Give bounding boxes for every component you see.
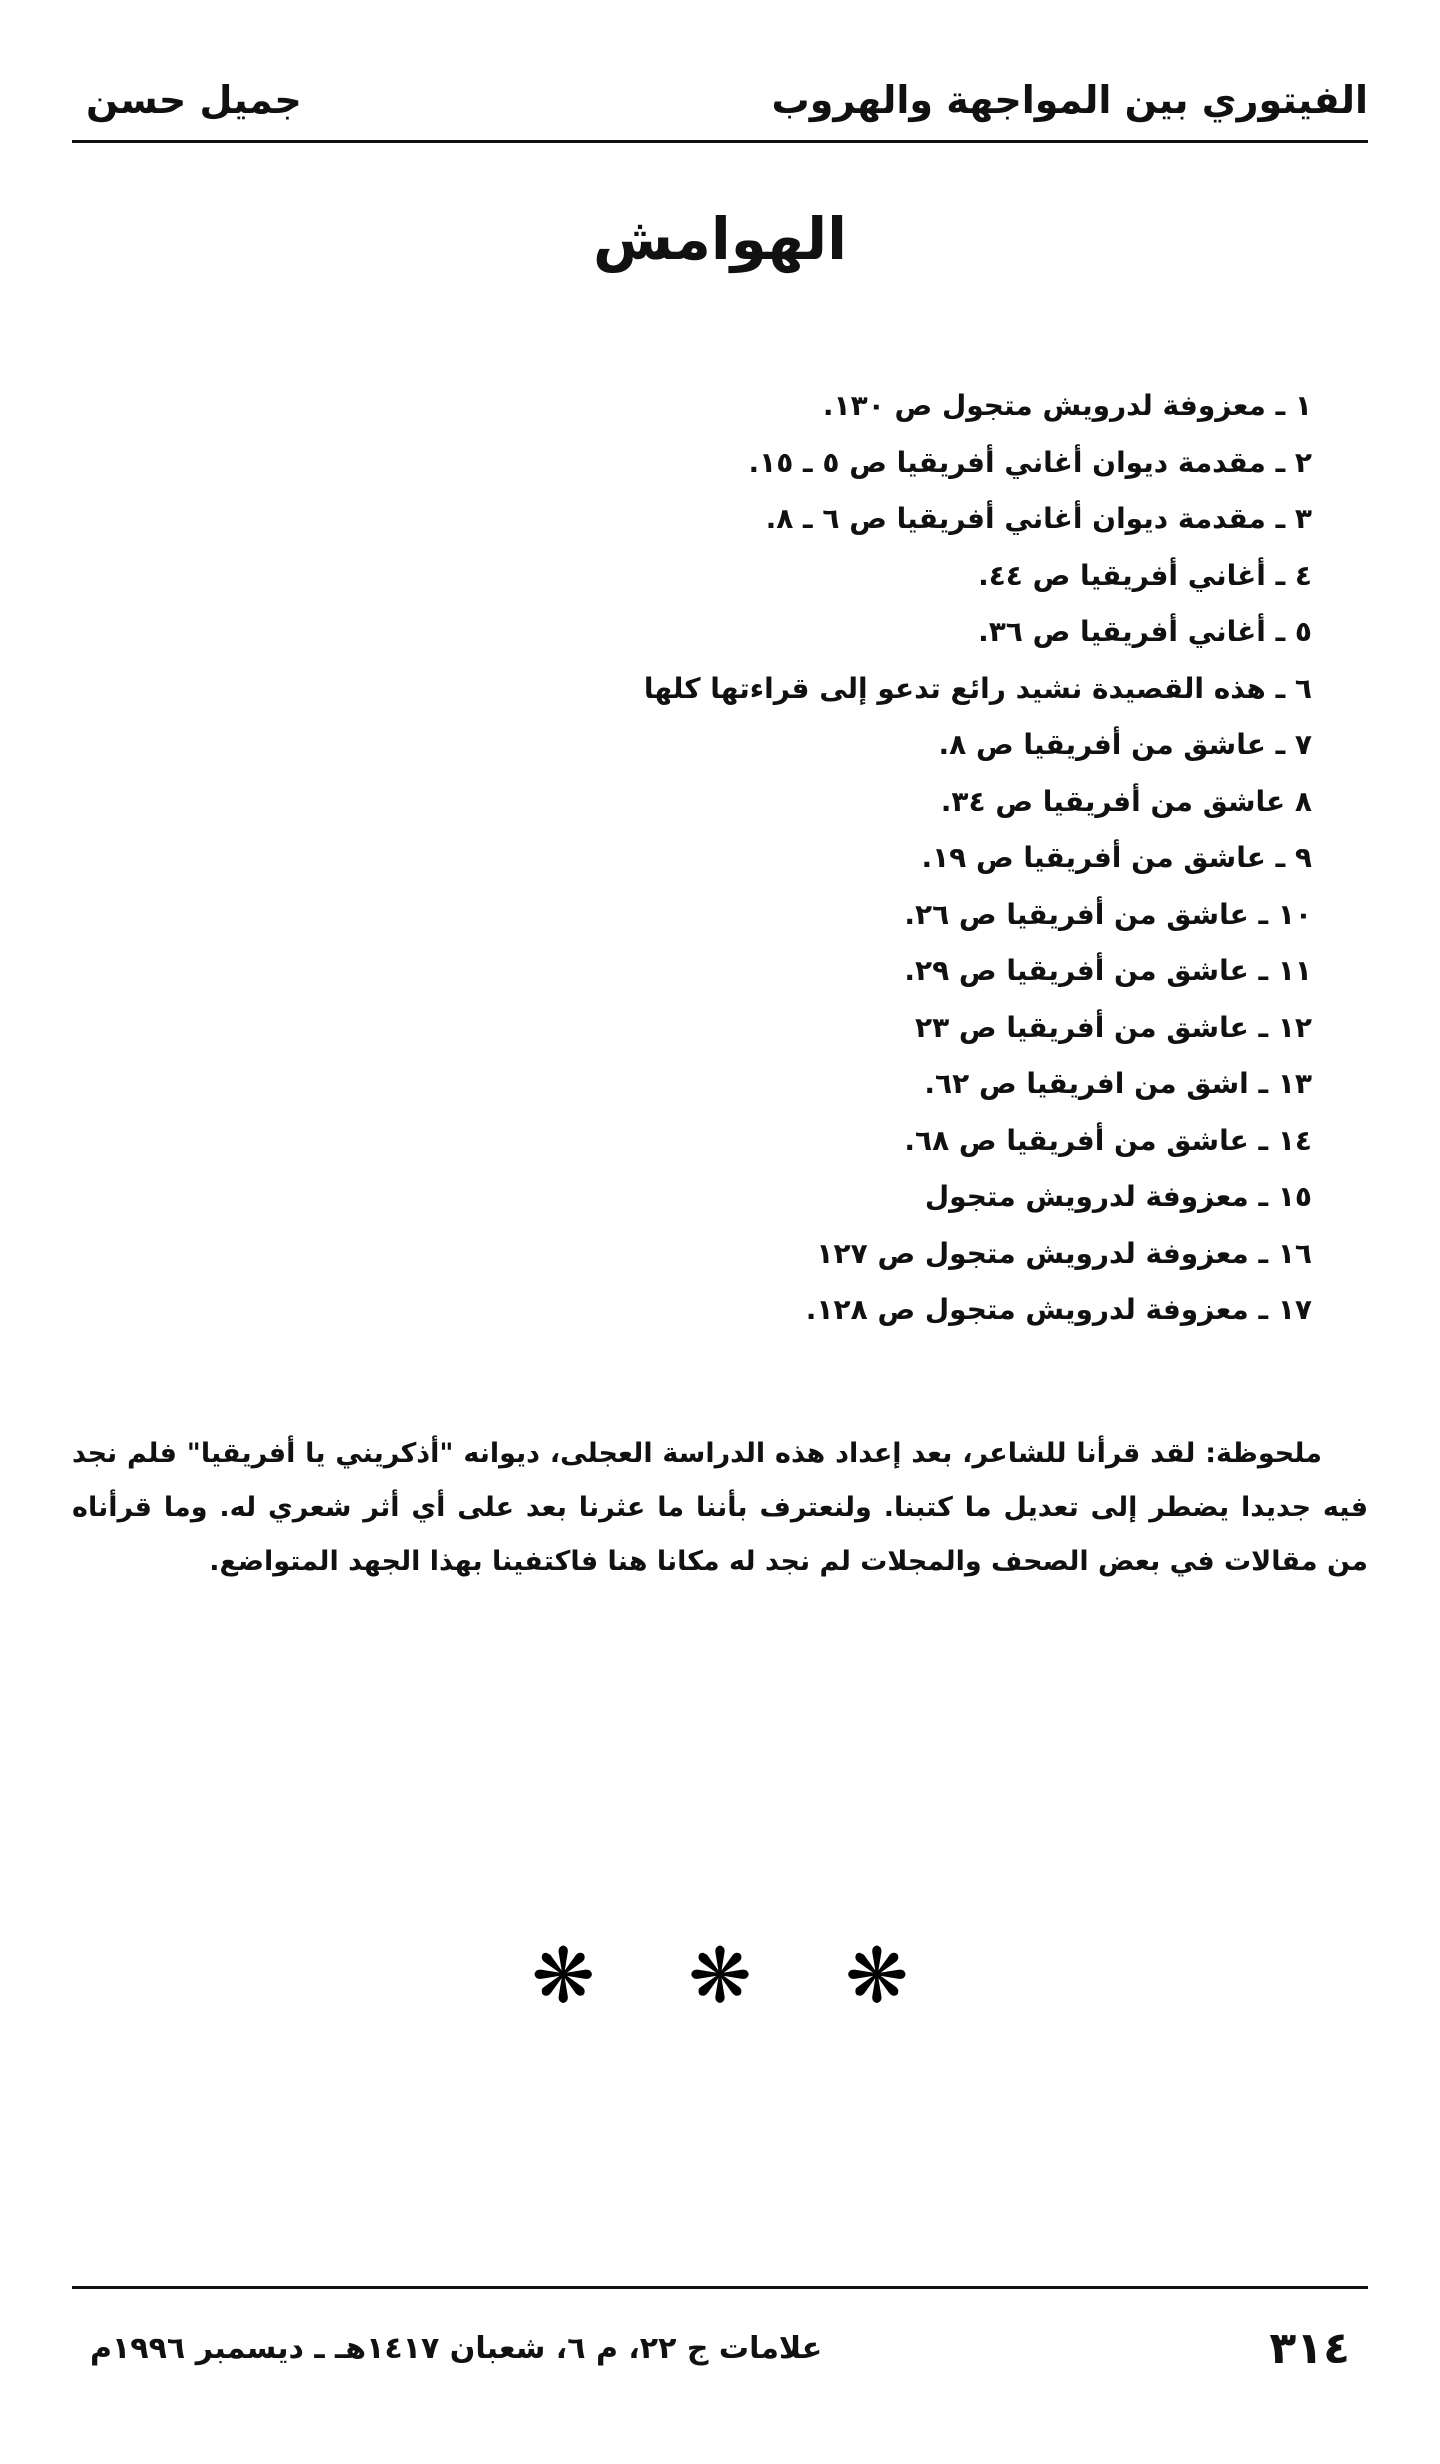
footnote-item: ١٠ ـ عاشق من أفريقيا ص ٢٦. xyxy=(904,897,1312,931)
footnote-item: ١٦ ـ معزوفة لدرويش متجول ص ١٢٧ xyxy=(816,1236,1312,1270)
asterism-icon: ❋ xyxy=(844,1931,909,2020)
footnote-item: ١٧ ـ معزوفة لدرويش متجول ص ١٢٨. xyxy=(805,1293,1312,1326)
page-number: ٣١٤ xyxy=(1269,2323,1350,2374)
remark-paragraph: ملحوظة: لقد قرأنا للشاعر، بعد إعداد هذه الدراسة العجلى، ديوانه "أذكريني يا أفريقيا" فلم نجد فيه جديدا يضطر إلى تعديل ما كتبنا. ولنعترف بأننا ما عثرنا بعد على أي أثر شعري له. وما قرأناه من مقالات في بعض الصحف والمجلات لم نجد له مكانا هنا فاكتفينا بهذا الجهد المتواضع. xyxy=(72,1438,1368,1577)
footnote-item: ١٣ ـ اشق من افريقيا ص ٦٢. xyxy=(924,1067,1312,1100)
footnote-item: ١١ ـ عاشق من أفريقيا ص ٢٩. xyxy=(904,954,1312,987)
footnote-item: ١ ـ معزوفة لدرويش متجول ص ١٣٠. xyxy=(822,389,1312,422)
footnote-item: ٩ ـ عاشق من أفريقيا ص ١٩. xyxy=(921,841,1312,874)
asterism-icon: ❋ xyxy=(531,1931,596,2020)
footnote-item: ٧ ـ عاشق من أفريقيا ص ٨. xyxy=(938,728,1312,761)
footnote-item: ٥ ـ أغاني أفريقيا ص ٣٦. xyxy=(978,615,1312,648)
running-header xyxy=(72,70,1368,143)
footnote-item: ٨ عاشق من أفريقيا ص ٣٤. xyxy=(940,784,1312,818)
asterism-icon: ❋ xyxy=(688,1931,752,2020)
footnote-item: ١٤ ـ عاشق من أفريقيا ص ٦٨. xyxy=(904,1123,1312,1157)
footnote-item: ٢ ـ مقدمة ديوان أغاني أفريقيا ص ٥ ـ ١٥. xyxy=(748,445,1312,479)
footnote-item: ٤ ـ أغاني أفريقيا ص ٤٤. xyxy=(978,558,1312,592)
section-ornament xyxy=(0,1931,1440,2020)
journal-citation: علامات ج ٢٢، م ٦، شعبان ١٤١٧هـ ـ ديسمبر ١٩٩٦م xyxy=(90,2331,823,2366)
footnote-item: ١٥ ـ معزوفة لدرويش متجول xyxy=(924,1180,1312,1213)
section-title: الهوامش xyxy=(592,205,848,273)
footnotes-list xyxy=(412,378,1312,1339)
footnote-item: ٣ ـ مقدمة ديوان أغاني أفريقيا ص ٦ ـ ٨. xyxy=(765,502,1312,535)
footnote-item: ١٢ ـ عاشق من أفريقيا ص ٢٣ xyxy=(914,1010,1312,1044)
page-footer xyxy=(72,2286,1368,2379)
running-author: جميل حسن xyxy=(86,78,302,122)
footnote-item: ٦ ـ هذه القصيدة نشيد رائع تدعو إلى قراءتها كلها xyxy=(643,671,1312,705)
running-title: الفيتوري بين المواجهة والهروب xyxy=(771,78,1368,122)
